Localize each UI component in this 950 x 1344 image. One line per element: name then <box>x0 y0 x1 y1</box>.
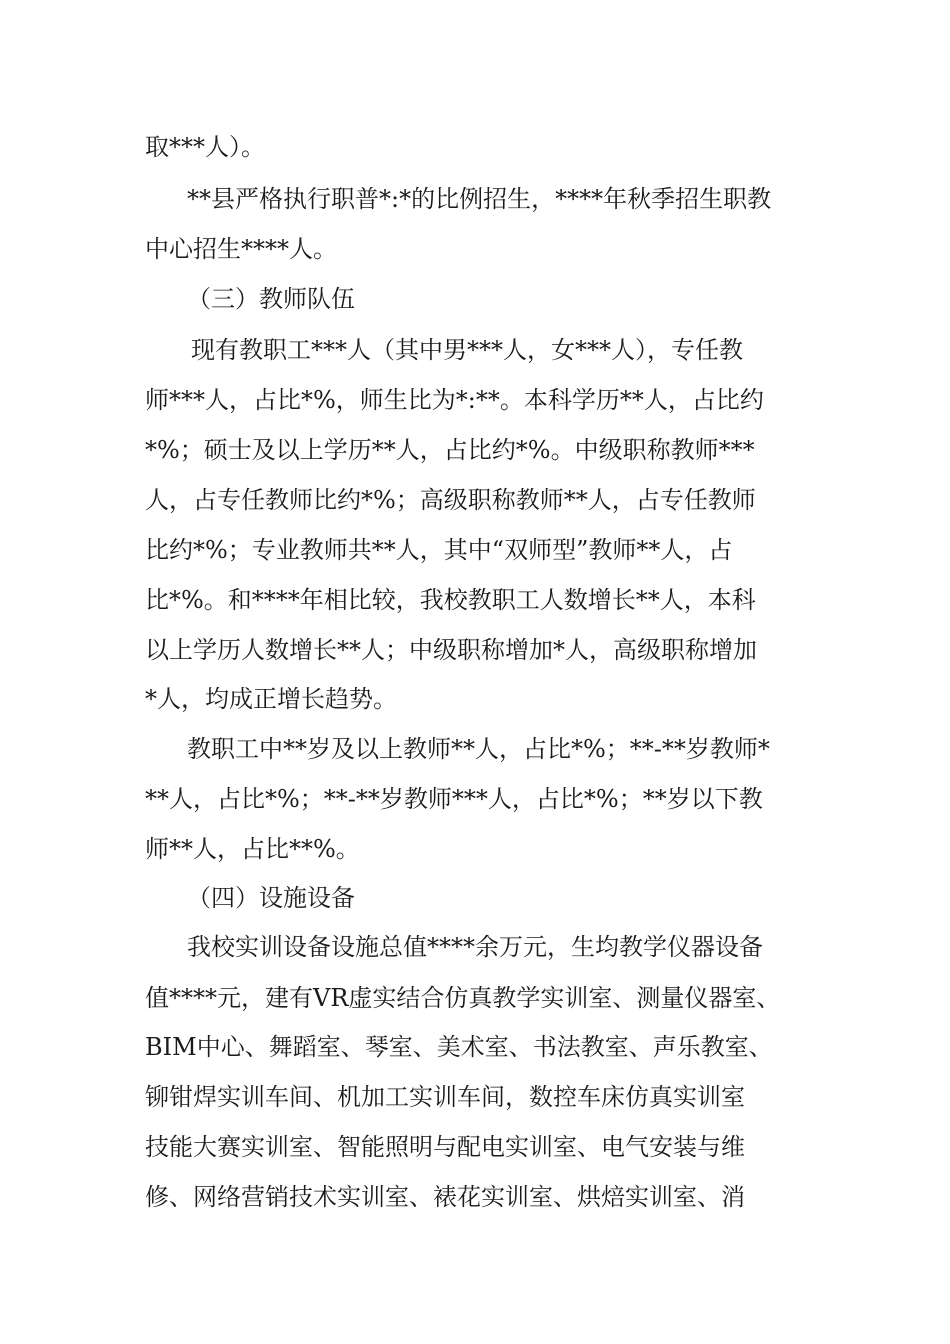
text-line: *人，均成正增长趋势。 <box>145 685 397 713</box>
text-line: 师***人，占比*%，师生比为*:**。本科学历**人，占比约 <box>145 386 764 414</box>
text-line: 修、网络营销技术实训室、裱花实训室、烘焙实训室、消 <box>145 1183 745 1211</box>
text-line: 人，占专任教师比约*%；高级职称教师**人，占专任教师 <box>145 486 756 514</box>
section-heading: （四）设施设备 <box>187 884 355 912</box>
text-line: **县严格执行职普*:*的比例招生，****年秋季招生职教 <box>187 185 772 213</box>
text-line: 铆钳焊实训车间、机加工实训车间，数控车床仿真实训室 <box>145 1083 745 1111</box>
text-line: 我校实训设备设施总值****余万元，生均教学仪器设备 <box>187 933 763 961</box>
text-line: 以上学历人数增长**人；中级职称增加*人，高级职称增加 <box>145 636 757 664</box>
text-line: 教职工中**岁及以上教师**人，占比*%；**-**岁教师* <box>187 735 770 763</box>
text-line: *%；硕士及以上学历**人，占比约*%。中级职称教师*** <box>145 436 755 464</box>
text-line: 比*%。和****年相比较，我校教职工人数增长**人，本科 <box>145 586 756 614</box>
text-line: **人，占比*%；**-**岁教师***人，占比*%；**岁以下教 <box>145 785 763 813</box>
text-line: 技能大赛实训室、智能照明与配电实训室、电气安装与维 <box>145 1133 745 1161</box>
text-line: 取***人）。 <box>145 133 265 161</box>
text-line: 中心招生****人。 <box>145 235 337 263</box>
text-line: 现有教职工***人（其中男***人，女***人），专任教 <box>191 336 743 364</box>
text-line: 比约*%；专业教师共**人，其中“双师型”教师**人，占 <box>145 536 733 564</box>
text-line: 值****元，建有VR虚实结合仿真教学实训室、测量仪器室、 <box>145 984 781 1012</box>
text-line: 师**人，占比**%。 <box>145 835 360 863</box>
section-heading: （三）教师队伍 <box>187 285 355 313</box>
text-line: BIM中心、舞蹈室、琴室、美术室、书法教室、声乐教室、 <box>145 1033 773 1061</box>
